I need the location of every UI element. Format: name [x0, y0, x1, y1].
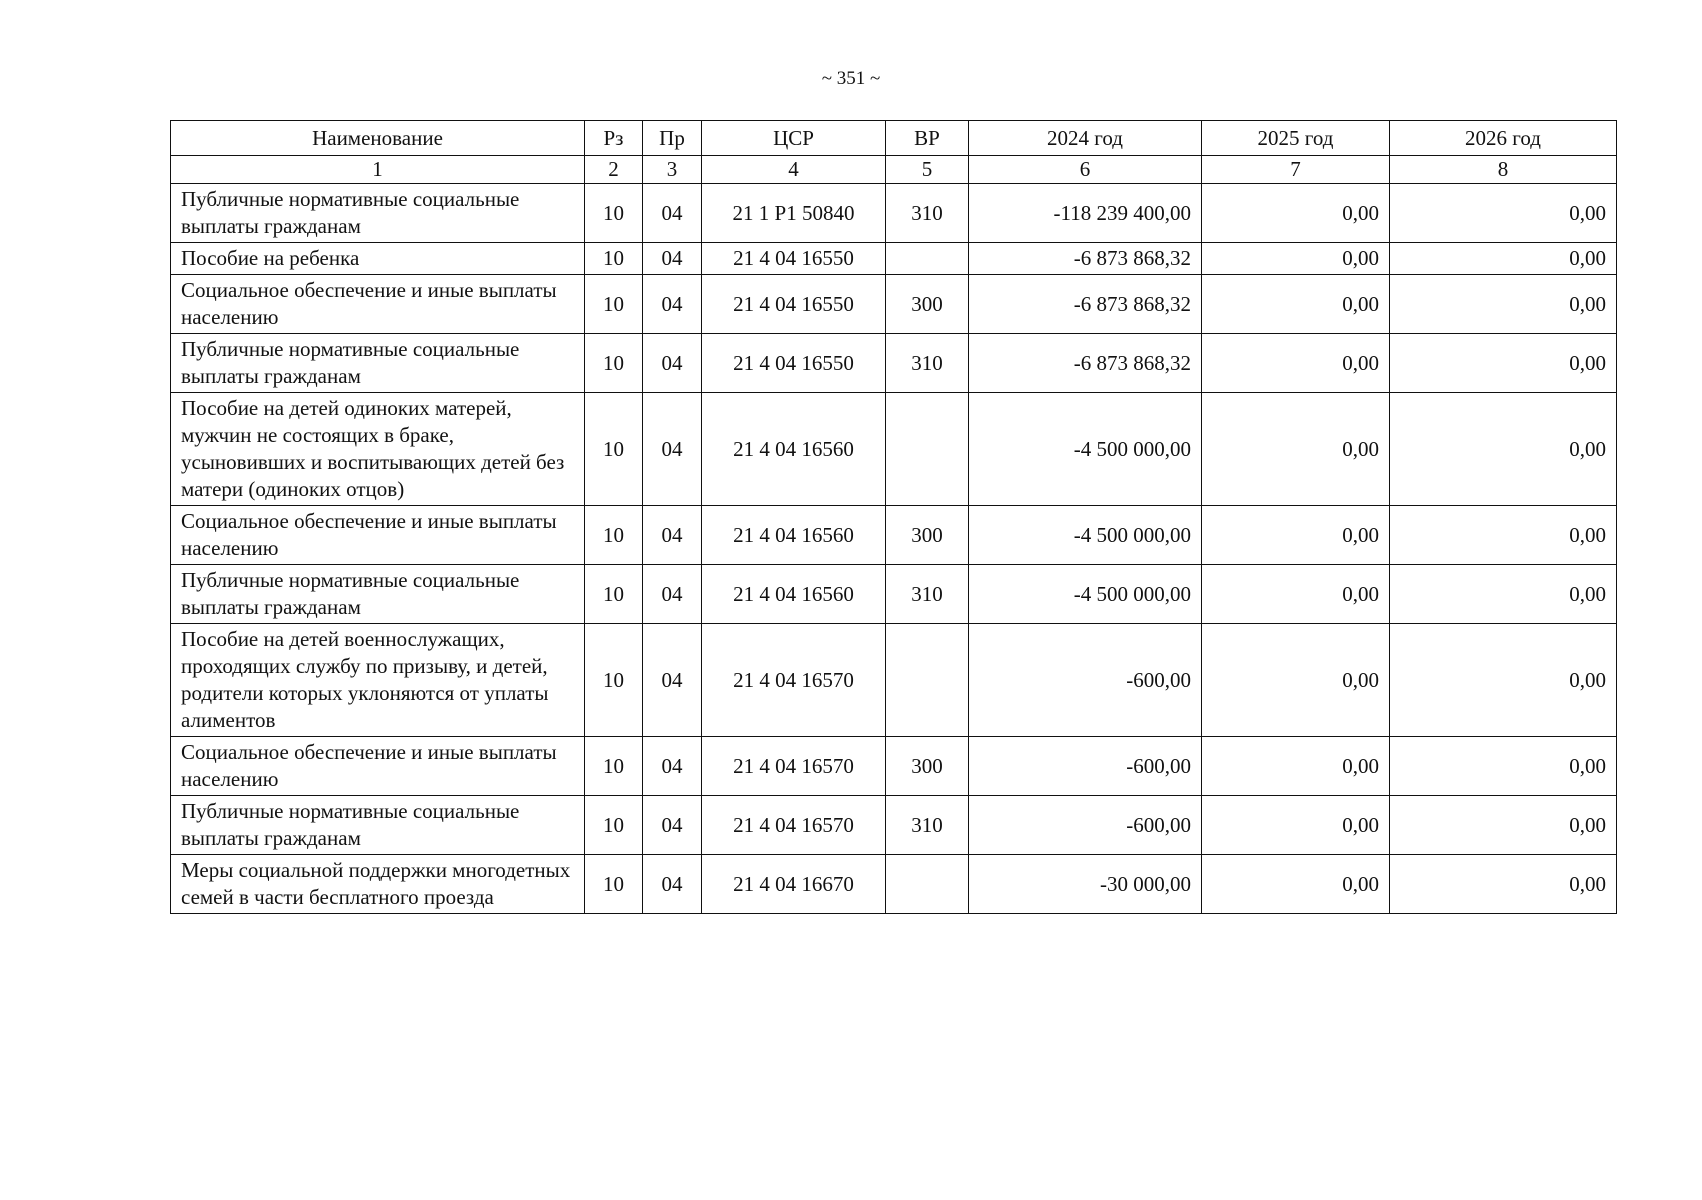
row-vr: 310 [886, 565, 969, 624]
row-amount-2026: 0,00 [1390, 624, 1617, 737]
row-amount-2025: 0,00 [1202, 796, 1390, 855]
row-rz: 10 [585, 624, 643, 737]
row-vr: 300 [886, 275, 969, 334]
row-amount-2025: 0,00 [1202, 565, 1390, 624]
row-pr: 04 [643, 855, 702, 914]
row-csr: 21 4 04 16570 [702, 624, 886, 737]
row-csr: 21 4 04 16550 [702, 275, 886, 334]
row-rz: 10 [585, 393, 643, 506]
row-amount-2024: -118 239 400,00 [969, 184, 1202, 243]
table-row [171, 565, 1617, 624]
row-rz: 10 [585, 506, 643, 565]
column-number-row [171, 156, 1617, 184]
column-number: 2 [585, 156, 643, 184]
row-vr [886, 855, 969, 914]
row-csr: 21 4 04 16560 [702, 565, 886, 624]
header-2026: 2026 год [1390, 121, 1617, 156]
header-csr: ЦСР [702, 121, 886, 156]
row-amount-2025: 0,00 [1202, 855, 1390, 914]
header-2024: 2024 год [969, 121, 1202, 156]
row-name: Публичные нормативные социальные выплаты гражданам [171, 565, 585, 624]
row-amount-2025: 0,00 [1202, 243, 1390, 275]
column-number: 4 [702, 156, 886, 184]
column-number: 5 [886, 156, 969, 184]
row-amount-2026: 0,00 [1390, 737, 1617, 796]
row-csr: 21 4 04 16550 [702, 334, 886, 393]
header-pr: Пр [643, 121, 702, 156]
header-row [171, 121, 1617, 156]
table-row [171, 243, 1617, 275]
row-pr: 04 [643, 737, 702, 796]
row-pr: 04 [643, 243, 702, 275]
row-name: Социальное обеспечение и иные выплаты населению [171, 506, 585, 565]
row-csr: 21 4 04 16570 [702, 796, 886, 855]
row-name: Публичные нормативные социальные выплаты гражданам [171, 334, 585, 393]
row-name: Социальное обеспечение и иные выплаты населению [171, 737, 585, 796]
row-csr: 21 4 04 16560 [702, 506, 886, 565]
row-rz: 10 [585, 855, 643, 914]
row-rz: 10 [585, 737, 643, 796]
row-amount-2025: 0,00 [1202, 275, 1390, 334]
row-name: Пособие на детей военнослужащих, проходящих службу по призыву, и детей, родители которых уклоняются от уплаты алиментов [171, 624, 585, 737]
row-amount-2025: 0,00 [1202, 393, 1390, 506]
row-pr: 04 [643, 393, 702, 506]
row-name: Меры социальной поддержки многодетных семей в части бесплатного проезда [171, 855, 585, 914]
row-vr: 300 [886, 506, 969, 565]
table-row [171, 506, 1617, 565]
header-vr: ВР [886, 121, 969, 156]
row-amount-2026: 0,00 [1390, 565, 1617, 624]
row-pr: 04 [643, 565, 702, 624]
row-amount-2024: -600,00 [969, 624, 1202, 737]
row-amount-2026: 0,00 [1390, 334, 1617, 393]
table-row [171, 334, 1617, 393]
table-row [171, 737, 1617, 796]
column-number: 8 [1390, 156, 1617, 184]
row-amount-2024: -4 500 000,00 [969, 506, 1202, 565]
row-csr: 21 1 P1 50840 [702, 184, 886, 243]
header-rz: Рз [585, 121, 643, 156]
row-name: Пособие на ребенка [171, 243, 585, 275]
row-amount-2026: 0,00 [1390, 184, 1617, 243]
column-number: 3 [643, 156, 702, 184]
row-rz: 10 [585, 184, 643, 243]
row-rz: 10 [585, 243, 643, 275]
table-row [171, 624, 1617, 737]
row-amount-2024: -4 500 000,00 [969, 393, 1202, 506]
row-amount-2024: -600,00 [969, 796, 1202, 855]
row-csr: 21 4 04 16570 [702, 737, 886, 796]
row-name: Публичные нормативные социальные выплаты гражданам [171, 184, 585, 243]
row-amount-2024: -6 873 868,32 [969, 275, 1202, 334]
row-vr: 310 [886, 796, 969, 855]
row-rz: 10 [585, 796, 643, 855]
row-vr: 300 [886, 737, 969, 796]
row-vr: 310 [886, 184, 969, 243]
header-2025: 2025 год [1202, 121, 1390, 156]
row-amount-2024: -4 500 000,00 [969, 565, 1202, 624]
budget-table [170, 120, 1617, 914]
row-csr: 21 4 04 16670 [702, 855, 886, 914]
row-amount-2025: 0,00 [1202, 737, 1390, 796]
row-name: Пособие на детей одиноких матерей, мужчин не состоящих в браке, усыновивших и воспитывающих детей без матери (одиноких отцов) [171, 393, 585, 506]
row-amount-2026: 0,00 [1390, 243, 1617, 275]
column-number: 7 [1202, 156, 1390, 184]
row-pr: 04 [643, 275, 702, 334]
row-amount-2026: 0,00 [1390, 796, 1617, 855]
row-vr [886, 243, 969, 275]
table-row [171, 275, 1617, 334]
row-name: Социальное обеспечение и иные выплаты населению [171, 275, 585, 334]
row-csr: 21 4 04 16560 [702, 393, 886, 506]
row-amount-2026: 0,00 [1390, 275, 1617, 334]
row-amount-2025: 0,00 [1202, 184, 1390, 243]
row-rz: 10 [585, 334, 643, 393]
row-vr: 310 [886, 334, 969, 393]
row-amount-2026: 0,00 [1390, 506, 1617, 565]
column-number: 1 [171, 156, 585, 184]
row-vr [886, 624, 969, 737]
header-name: Наименование [171, 121, 585, 156]
row-pr: 04 [643, 624, 702, 737]
row-amount-2026: 0,00 [1390, 393, 1617, 506]
row-vr [886, 393, 969, 506]
table-row [171, 393, 1617, 506]
row-amount-2024: -600,00 [969, 737, 1202, 796]
row-amount-2024: -6 873 868,32 [969, 334, 1202, 393]
row-amount-2025: 0,00 [1202, 506, 1390, 565]
row-amount-2025: 0,00 [1202, 624, 1390, 737]
table-row [171, 855, 1617, 914]
row-pr: 04 [643, 796, 702, 855]
row-amount-2025: 0,00 [1202, 334, 1390, 393]
table-row [171, 796, 1617, 855]
row-amount-2024: -30 000,00 [969, 855, 1202, 914]
table-row [171, 184, 1617, 243]
row-name: Публичные нормативные социальные выплаты гражданам [171, 796, 585, 855]
column-number: 6 [969, 156, 1202, 184]
row-pr: 04 [643, 334, 702, 393]
row-amount-2024: -6 873 868,32 [969, 243, 1202, 275]
row-pr: 04 [643, 184, 702, 243]
row-rz: 10 [585, 565, 643, 624]
row-amount-2026: 0,00 [1390, 855, 1617, 914]
page-number: ~ 351 ~ [821, 68, 881, 89]
row-pr: 04 [643, 506, 702, 565]
row-rz: 10 [585, 275, 643, 334]
row-csr: 21 4 04 16550 [702, 243, 886, 275]
